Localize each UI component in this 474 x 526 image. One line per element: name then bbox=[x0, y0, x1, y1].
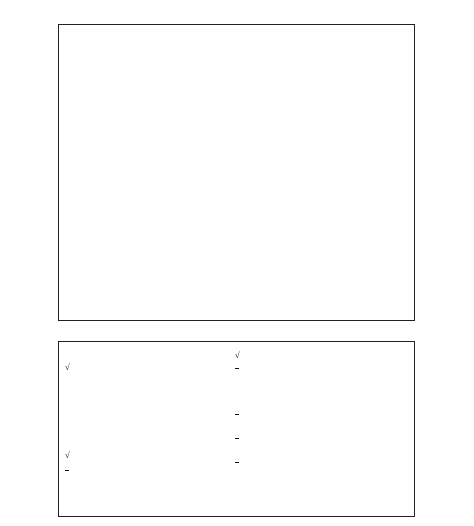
option-n bbox=[235, 408, 239, 418]
graph-grid bbox=[58, 24, 415, 321]
option-b: √ bbox=[65, 362, 70, 372]
option-j bbox=[65, 464, 69, 474]
option-p bbox=[235, 456, 239, 466]
option-k: √ bbox=[235, 350, 240, 360]
option-l bbox=[235, 362, 239, 372]
option-i: √ bbox=[65, 450, 70, 460]
option-o bbox=[235, 432, 239, 442]
equation-options-box bbox=[58, 341, 415, 517]
